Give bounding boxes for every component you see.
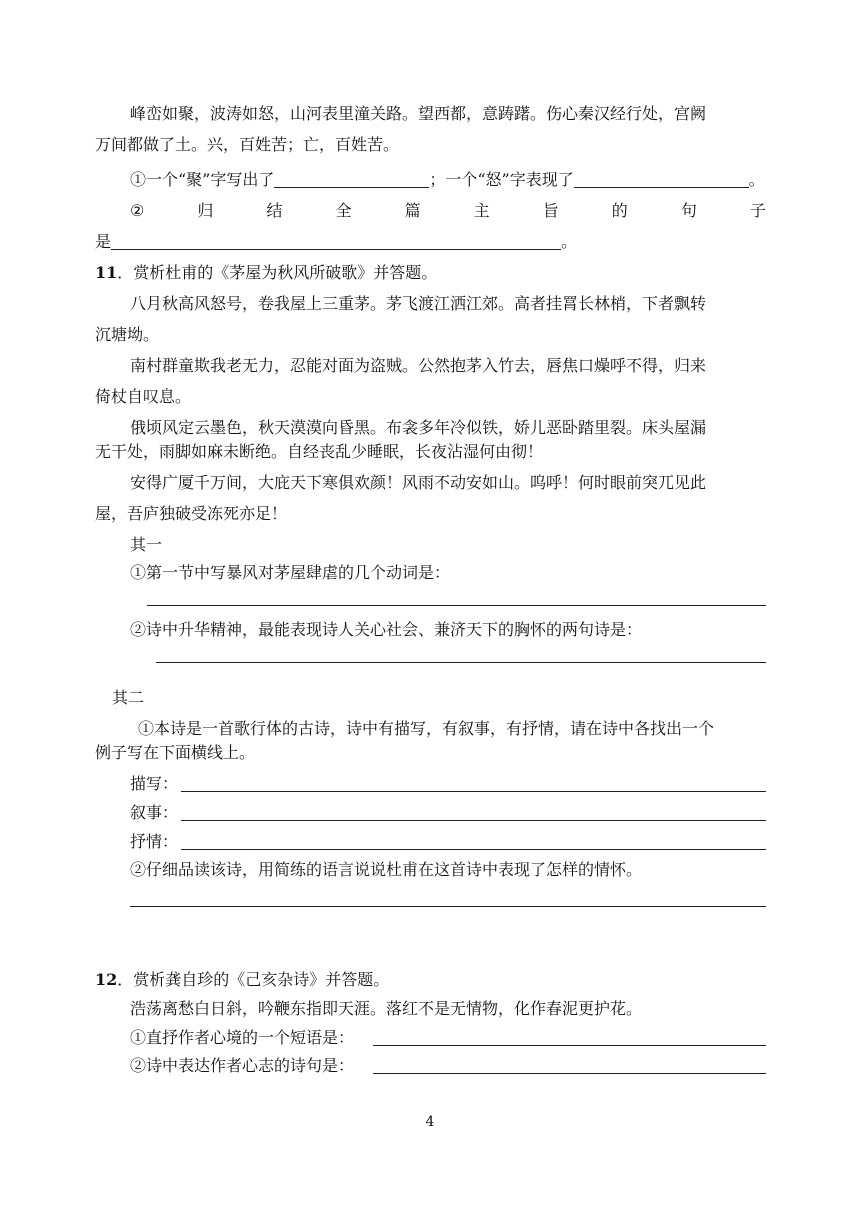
q10-answer-blank-2[interactable] — [574, 172, 749, 188]
q11-title-text: ．赏析杜甫的《茅屋为秋风所破歌》并答题。 — [117, 263, 438, 282]
q10-p2-end: 。 — [561, 232, 578, 251]
q11-shuqing-label: 抒情： — [130, 832, 179, 851]
q11-answer-line-2[interactable] — [156, 662, 766, 663]
q10-p2-tail: 是 — [95, 232, 112, 251]
q11-miaoxie-answer-line[interactable] — [181, 791, 766, 792]
q11-poem-line: 八月秋高风怒号，卷我屋上三重茅。茅飞渡江洒江郊。高者挂罥长林梢，下者飘转 — [130, 294, 707, 313]
q12-answer-line-1[interactable] — [373, 1045, 766, 1046]
q10-p2-char: ② — [130, 201, 145, 220]
page-number: 4 — [425, 1114, 435, 1130]
q11-part2-question-1a: ①本诗是一首歌行体的古诗，诗中有描写，有叙事，有抒情，请在诗中各找出一个 — [138, 719, 715, 738]
q10-p1-part-a: ①一个“聚”字写出了 — [130, 170, 275, 189]
q10-p2-char: 结 — [266, 201, 283, 220]
q11-part2-label: 其二 — [112, 688, 145, 707]
q11-part2-question-1b: 例子写在下面横线上。 — [95, 743, 256, 762]
q12-title-text: ．赏析龚自珍的《己亥杂诗》并答题。 — [117, 970, 390, 989]
q11-part1-question-2: ②诗中升华精神，最能表现诗人关心社会、兼济天下的胸怀的两句诗是： — [130, 620, 643, 639]
q10-p2-char: 的 — [611, 201, 628, 220]
q11-xushi-label: 叙事： — [130, 803, 179, 822]
q10-p1-end: 。 — [748, 170, 765, 189]
q11-shuqing-answer-line[interactable] — [181, 849, 766, 850]
q10-p2-char: 篇 — [404, 201, 421, 220]
q12-title — [95, 970, 389, 990]
q10-p2-char: 旨 — [542, 201, 559, 220]
q11-part2-question-2: ②仔细品读该诗，用简练的语言说说杜甫在这首诗中表现了怎样的情怀。 — [130, 860, 643, 879]
q11-poem-line: 屋，吾庐独破受冻死亦足！ — [95, 504, 288, 523]
q10-subquestion-2-tail — [95, 232, 577, 252]
q11-answer-line-1[interactable] — [147, 605, 766, 606]
q12-number: 12 — [95, 970, 118, 989]
q12-question-1: ①直抒作者心境的一个短语是： — [130, 1028, 355, 1047]
q10-p2-char: 子 — [749, 201, 766, 220]
q10-answer-blank-3[interactable] — [111, 234, 561, 250]
q10-p2-char: 全 — [335, 201, 352, 220]
q11-poem-line: 沉塘坳。 — [95, 325, 160, 344]
q11-poem-line: 倚杖自叹息。 — [95, 387, 192, 406]
q11-miaoxie-label: 描写： — [130, 774, 179, 793]
q10-p1-part-b: ；一个“怒”字表现了 — [429, 170, 574, 189]
q11-number: 11 — [95, 263, 118, 282]
q10-answer-blank-1[interactable] — [274, 172, 429, 188]
q11-part1-question-1: ①第一节中写暴风对茅屋肆虐的几个动词是： — [130, 563, 451, 582]
poem-10-line-1: 峰峦如聚，波涛如怒，山河表里潼关路。望西都，意踌躇。伤心秦汉经行处，宫阙 — [130, 104, 707, 123]
q10-subquestion-1 — [130, 170, 765, 190]
q11-title — [95, 263, 437, 283]
q12-question-2: ②诗中表达作者心志的诗句是： — [130, 1056, 355, 1075]
q10-p2-char: 主 — [473, 201, 490, 220]
q11-part1-label: 其一 — [130, 535, 163, 554]
q11-poem-line: 南村群童欺我老无力，忍能对面为盗贼。公然抱茅入竹去，唇焦口燥呼不得，归来 — [130, 356, 707, 375]
poem-10-line-2: 万间都做了土。兴，百姓苦；亡，百姓苦。 — [95, 135, 400, 154]
q11-answer-line-3[interactable] — [130, 906, 766, 907]
q10-p2-char: 归 — [197, 201, 214, 220]
q10-subquestion-2-spread — [130, 201, 766, 221]
q11-poem-line: 俄顷风定云墨色，秋天漠漠向昏黑。布衾多年冷似铁，娇儿恶卧踏里裂。床头屋漏 — [130, 418, 707, 437]
q11-xushi-answer-line[interactable] — [181, 820, 766, 821]
q10-p2-char: 句 — [680, 201, 697, 220]
q11-poem-line: 无干处，雨脚如麻未断绝。自经丧乱少睡眠，长夜沾湿何由彻！ — [95, 442, 544, 461]
q12-answer-line-2[interactable] — [373, 1073, 766, 1074]
q12-poem: 浩荡离愁白日斜，吟鞭东指即天涯。落红不是无情物，化作春泥更护花。 — [130, 999, 643, 1018]
q11-poem-line: 安得广厦千万间，大庇天下寒俱欢颜！风雨不动安如山。呜呼！何时眼前突兀见此 — [130, 473, 707, 492]
